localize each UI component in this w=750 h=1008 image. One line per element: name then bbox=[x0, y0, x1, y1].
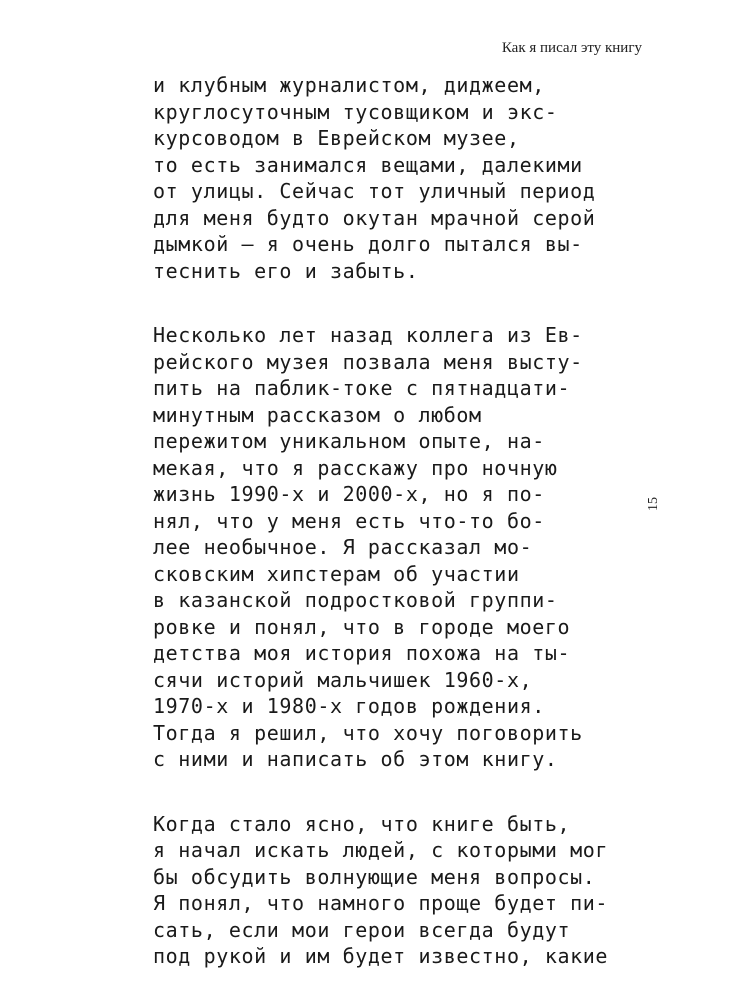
text-line: пережитом уникальном опыте, на- bbox=[153, 429, 545, 453]
text-line: Я понял, что намного проще будет пи- bbox=[153, 891, 609, 915]
text-line: мекая, что я расскажу про ночную bbox=[153, 455, 558, 480]
text-line: с ними и написать об этом книгу. bbox=[153, 747, 558, 771]
page-number: 15 bbox=[646, 497, 661, 511]
text-line: нял, что у меня есть что-то бо- bbox=[153, 508, 545, 533]
text-line: от улицы. Сейчас тот уличный период bbox=[153, 179, 596, 203]
text-line: ровке и понял, что в городе моего bbox=[153, 614, 571, 639]
text-line: я начал искать людей, с которыми мог bbox=[153, 838, 609, 862]
text-line: пить на паблик-токе с пятнадцати- bbox=[153, 376, 571, 400]
text-line: сать, если мои герои всегда будут bbox=[153, 917, 571, 942]
paragraph bbox=[153, 322, 653, 773]
body-text bbox=[153, 72, 653, 1008]
text-line: и клубным журналистом, диджеем, bbox=[153, 73, 545, 97]
text-line: курсоводом в Еврейском музее, bbox=[153, 126, 520, 150]
text-line: в казанской подростковой группи- bbox=[153, 588, 558, 612]
text-line: Тогда я решил, что хочу поговорить bbox=[153, 720, 583, 745]
text-line: для меня будто окутан мрачной серой bbox=[153, 205, 596, 230]
text-line: сячи историй мальчишек 1960-х, bbox=[153, 667, 533, 692]
text-line: под рукой и им будет известно, какие bbox=[153, 944, 609, 968]
text-line: то есть занимался вещами, далекими bbox=[153, 152, 583, 177]
text-line: рейского музея позвала меня высту- bbox=[153, 349, 583, 374]
paragraph bbox=[153, 72, 653, 284]
text-line: 1970-х и 1980-х годов рождения. bbox=[153, 694, 545, 718]
text-line: Когда стало ясно, что книге быть, bbox=[153, 811, 571, 836]
text-line: жизнь 1990-х и 2000-х, но я по- bbox=[153, 482, 545, 506]
text-line: дымкой — я очень долго пытался вы- bbox=[153, 232, 583, 256]
text-line: бы обсудить волнующие меня вопросы. bbox=[153, 864, 596, 889]
text-line: минутным рассказом о любом bbox=[153, 402, 482, 427]
running-header: Как я писал эту книгу bbox=[501, 40, 642, 56]
text-line: круглосуточным тусовщиком и экс- bbox=[153, 99, 558, 124]
text-line: Несколько лет назад коллега из Ев- bbox=[153, 323, 583, 347]
text-line: лее необычное. Я рассказал мо- bbox=[153, 535, 533, 559]
text-line: детства моя история похожа на ты- bbox=[153, 641, 571, 665]
paragraph bbox=[153, 811, 653, 970]
text-line: сковским хипстерам об участии bbox=[153, 561, 520, 586]
text-line: теснить его и забыть. bbox=[153, 258, 419, 283]
